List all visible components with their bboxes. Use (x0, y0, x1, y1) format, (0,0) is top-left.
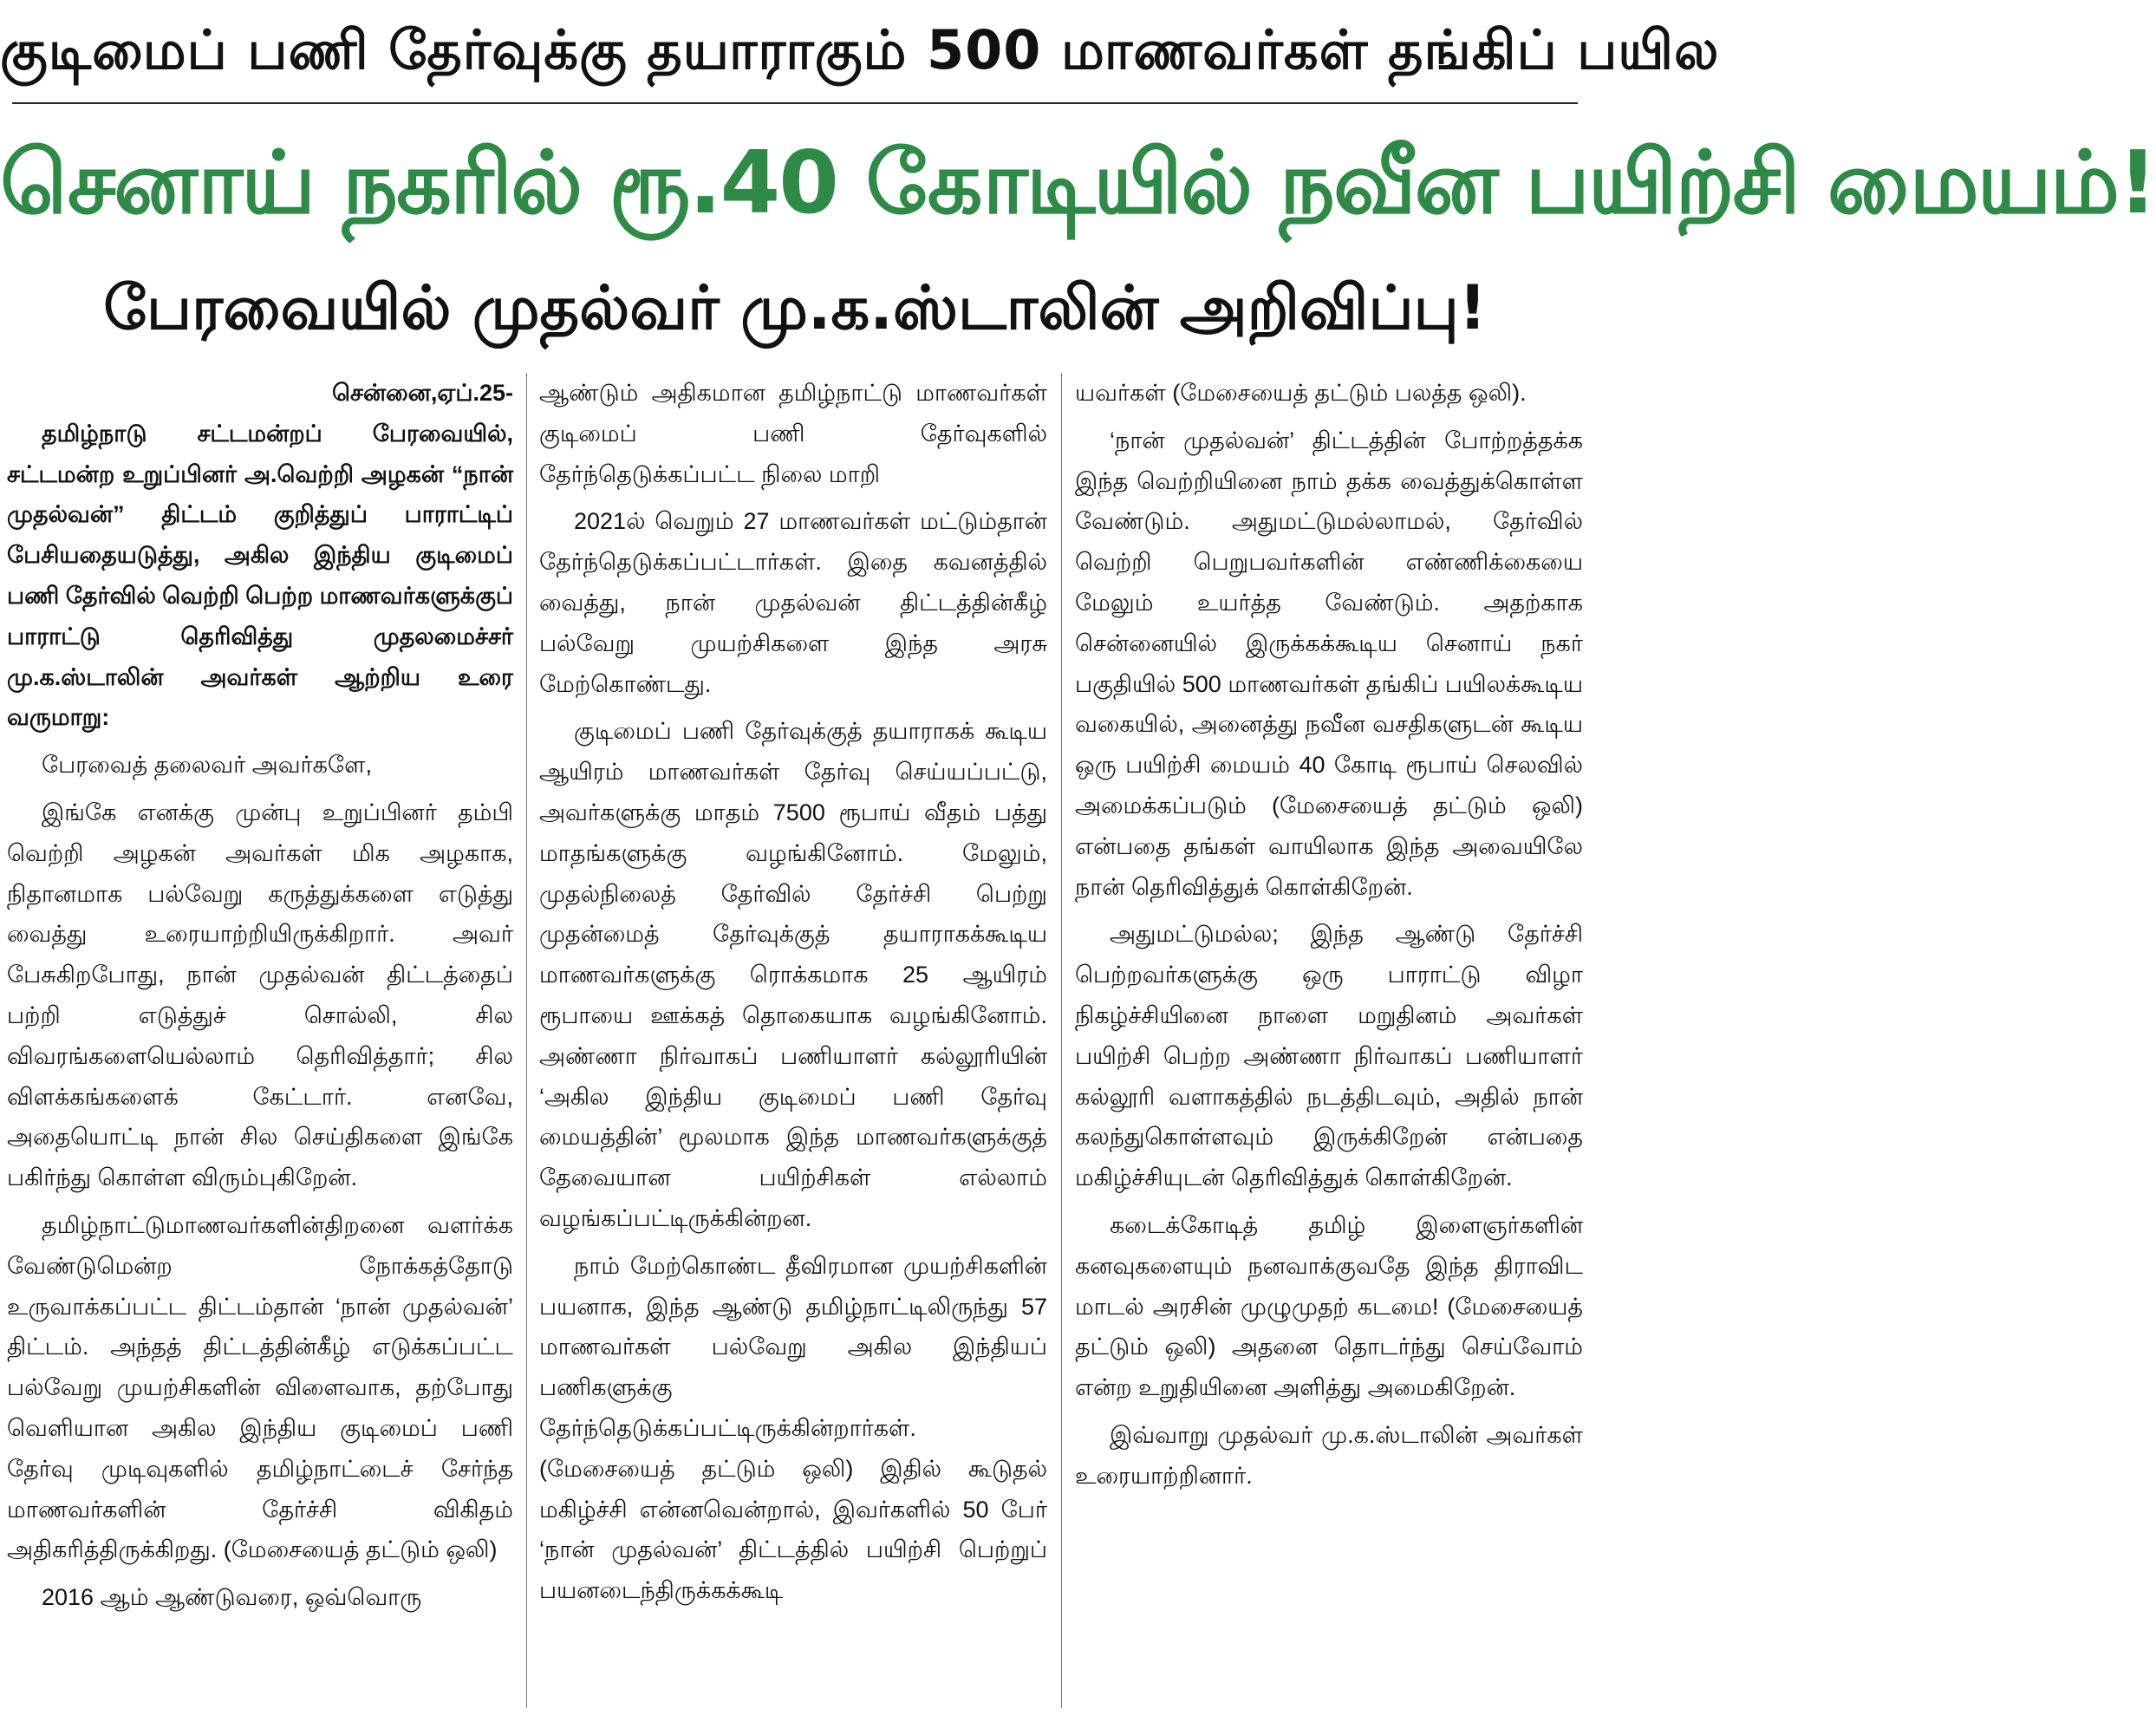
column-divider (1061, 373, 1062, 1708)
kicker-headline: குடிமைப் பணி தேர்வுக்கு தயாராகும் 500 மாணவர்கள் தங்கிப் பயில (0, 18, 1720, 82)
article-column-2 (539, 373, 1047, 1717)
body-paragraph: பேரவைத் தலைவர் அவர்களே, (42, 752, 372, 779)
column-divider (526, 373, 527, 1708)
main-headline: செனாய் நகரில் ரூ.40 கோடியில் நவீன பயிற்சி மையம்! (0, 132, 2156, 233)
body-paragraph: 2016 ஆம் ஆண்டுவரை, ஒவ்வொரு (42, 1584, 422, 1611)
body-paragraph: இங்கே எனக்கு முன்பு உறுப்பினர் தம்பி வெற்றி அழகன் அவர்கள் மிக அழகாக, நிதானமாக பல்வேறு கருத்துக்களை எடுத்து வைத்து உரையாற்றியிருக்கிறார். அவர் பேசுகிறபோது, நான் முதல்வன் திட்டத்தைப் பற்றி எடுத்துச் சொல்லி, சில விவரங்களையெல்லாம் தெரிவித்தார்; சில விளக்கங்களைக் கேட்டார். எனவே, அதையொட்டி நான் சில செய்திகளை இங்கே பகிர்ந்து கொள்ள விரும்புகிறேன். (7, 799, 513, 1191)
body-paragraph: இவ்வாறு முதல்வர் மு.க.ஸ்டாலின் அவர்கள் உரையாற்றினார். (1075, 1421, 1583, 1489)
lead-paragraph: தமிழ்நாடு சட்டமன்றப் பேரவையில், சட்டமன்ற உறுப்பினர் அ.வெற்றி அழகன் “நான் முதல்வன்” திட்டம் குறித்துப் பாராட்டிப் பேசியதையடுத்து, அகில இந்திய குடிமைப் பணி தேர்வில் வெற்றி பெற்ற மாணவர்களுக்குப் பாராட்டு தெரிவித்து முதலமைச்சர் மு.க.ஸ்டாலின் அவர்கள் ஆற்றிய உரை வருமாறு: (7, 420, 514, 731)
article-column-1 (7, 373, 513, 1717)
body-paragraph: குடிமைப் பணி தேர்வுக்குத் தயாராகக் கூடிய ஆயிரம் மாணவர்கள் தேர்வு செய்யப்பட்டு, அவர்களுக்கு மாதம் 7500 ரூபாய் வீதம் பத்து மாதங்களுக்கு வழங்கினோம். மேலும், முதல்நிலைத் தேர்வில் தேர்ச்சி பெற்று முதன்மைத் தேர்வுக்குத் தயாராகக்கூடிய மாணவர்களுக்கு ரொக்கமாக 25 ஆயிரம் ரூபாயை ஊக்கத் தொகையாக வழங்கினோம். அண்ணா நிர்வாகப் பணியாளர் கல்லூரியின் ‘அகில இந்திய குடிமைப் பணி தேர்வு மையத்தின்’ மூலமாக இந்த மாணவர்களுக்குத் தேவையான பயிற்சிகள் எல்லாம் வழங்கப்பட்டிருக்கின்றன. (539, 718, 1047, 1231)
dateline: சென்னை,ஏப்.25- (331, 380, 513, 406)
body-paragraph: 2021ல் வெறும் 27 மாணவர்கள் மட்டும்தான் தேர்ந்தெடுக்கப்பட்டார்கள். இதை கவனத்தில் வைத்து, நான் முதல்வன் திட்டத்தின்கீழ் பல்வேறு முயற்சிகளை இந்த அரசு மேற்கொண்டது. (539, 508, 1047, 697)
body-paragraph: ‘நான் முதல்வன்’ திட்டத்தின் போற்றத்தக்க இந்த வெற்றியினை நாம் தக்க வைத்துக்கொள்ள வேண்டும். அதுமட்டுமல்லாமல், தேர்வில் வெற்றி பெறுபவர்களின் எண்ணிக்கையை மேலும் உயர்த்த வேண்டும். அதற்காக சென்னையில் இருக்கக்கூடிய செனாய் நகர் பகுதியில் 500 மாணவர்கள் தங்கிப் பயிலக்கூடிய வகையில், அனைத்து நவீன வசதிகளுடன் கூடிய ஒரு பயிற்சி மையம் 40 கோடி ரூபாய் செலவில் அமைக்கப்படும் (மேசையைத் தட்டும் ஒலி) என்பதை தங்கள் வாயிலாக இந்த அவையிலே நான் தெரிவித்துக் கொள்கிறேன். (1075, 427, 1583, 900)
body-paragraph: தமிழ்நாட்டுமாணவர்களின்திறனை வளர்க்க வேண்டுமென்ற நோக்கத்தோடு உருவாக்கப்பட்ட திட்டம்தான் ‘நான் முதல்வன்’ திட்டம். அந்தத் திட்டத்தின்கீழ் எடுக்கப்பட்ட பல்வேறு முயற்சிகளின் விளைவாக, தற்போது வெளியான அகில இந்திய குடிமைப் பணி தேர்வு முடிவுகளில் தமிழ்நாட்டைச் சேர்ந்த மாணவர்களின் தேர்ச்சி விகிதம் அதிகரித்திருக்கிறது. (மேசையைத் தட்டும் ஒலி) (7, 1211, 513, 1563)
article-column-3 (1075, 373, 1583, 1717)
body-paragraph: நாம் மேற்கொண்ட தீவிரமான முயற்சிகளின் பயனாக, இந்த ஆண்டு தமிழ்நாட்டிலிருந்து 57 மாணவர்கள் பல்வேறு அகில இந்தியப் பணிகளுக்கு தேர்ந்தெடுக்கப்பட்டிருக்கின்றார்கள். (மேசையைத் தட்டும் ஒலி) இதில் கூடுதல் மகிழ்ச்சி என்னவென்றால், இவர்களில் 50 பேர் ‘நான் முதல்வன்’ திட்டத்தில் பயிற்சி பெற்றுப் பயனடைந்திருக்கக்கூடி (539, 1252, 1047, 1604)
sub-headline: பேரவையில் முதல்வர் மு.க.ஸ்டாலின் அறிவிப்பு! (103, 272, 1487, 343)
body-paragraph: யவர்கள் (மேசையைத் தட்டும் பலத்த ஒலி). (1075, 380, 1527, 406)
header-divider (12, 102, 1578, 104)
body-paragraph: கடைக்கோடித் தமிழ் இளைஞர்களின் கனவுகளையும் நனவாக்குவதே இந்த திராவிட மாடல் அரசின் முழுமுதற் கடமை! (மேசையைத் தட்டும் ஒலி) அதனை தொடர்ந்து செய்வோம் என்ற உறுதியினை அளித்து அமைகிறேன். (1075, 1211, 1583, 1401)
body-paragraph: அதுமட்டுமல்ல; இந்த ஆண்டு தேர்ச்சி பெற்றவர்களுக்கு ஒரு பாராட்டு விழா நிகழ்ச்சியினை நாளை மறுதினம் அவர்கள் பயிற்சி பெற்ற அண்ணா நிர்வாகப் பணியாளர் கல்லூரி வளாகத்தில் நடத்திடவும், அதில் நான் கலந்துகொள்ளவும் இருக்கிறேன் என்பதை மகிழ்ச்சியுடன் தெரிவித்துக் கொள்கிறேன். (1075, 921, 1583, 1191)
body-paragraph: ஆண்டும் அதிகமான தமிழ்நாட்டு மாணவர்கள் குடிமைப் பணி தேர்வுகளில் தேர்ந்தெடுக்கப்பட்ட நிலை மாறி (539, 380, 1047, 487)
